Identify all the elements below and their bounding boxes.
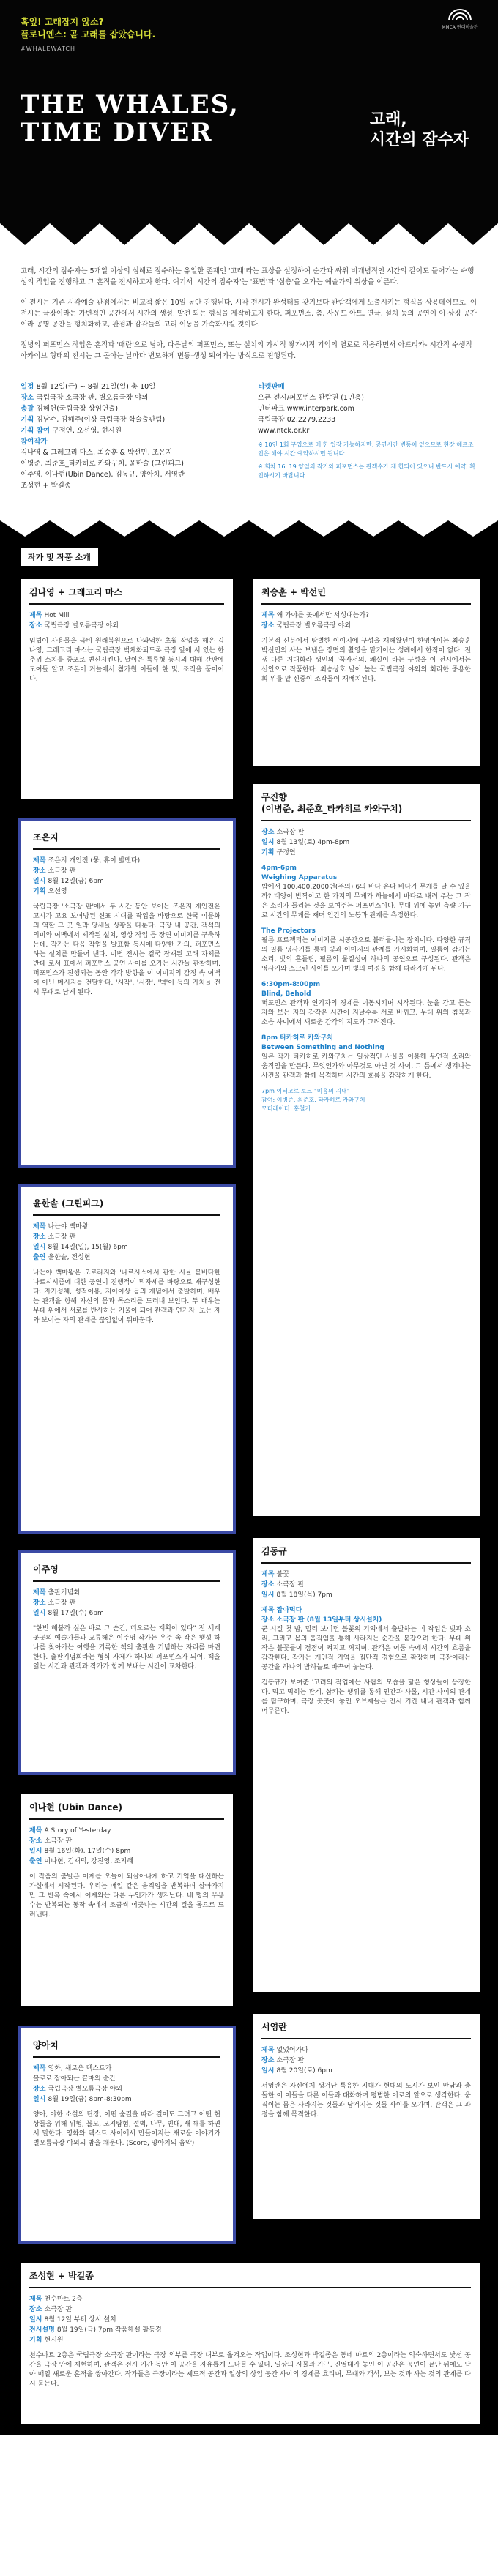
meta-line [33, 1608, 220, 1619]
info-line-key: 기획 [21, 416, 37, 424]
meta-line [33, 1222, 220, 1232]
artist-description: "한번 해볼까 싶은 바로 그 순간, 떠오르는 계획이 있다" 전 세계 곳곳의 예술가들과 교류해온 이주영 작가는 우주 속 작은 행성 하나를 찾아가는 여행을 기록한 책의 출판을 기념하는 자리를 마련한다. 출판기념회라는 형식 자체가 하나의 퍼포먼스가 되어, 책을 읽는 시간과 관객과 작가가 함께 보내는 시간이 교차한다. [33, 1625, 220, 1670]
meta-value: 소극장 판 [48, 1233, 76, 1241]
artist-meta [33, 2064, 220, 2105]
info-line [21, 392, 240, 403]
meta-value: 소극장 판 [48, 867, 76, 875]
artist-card [21, 821, 233, 1165]
artist-name: 최승훈 + 박선민 [261, 586, 471, 605]
title-korean [370, 110, 469, 151]
artist-meta [33, 856, 220, 897]
program-subtitle: 6:30pm-8:00pm Blind, Behold [261, 981, 321, 998]
meta-key: 출연 [33, 1254, 48, 1261]
hero-hashtag: #WHALEWATCH [21, 45, 75, 52]
ticket-line-value: 인터파크 www.interpark.com [258, 405, 354, 413]
meta-value: 조은지 개인전 (뭏, 휴이 밟맨다) [48, 857, 141, 865]
artist-description: 필름 프로젝터는 이미지를 시공간으로 불러들이는 장치이다. 다양한 규격의 필름 영사기를 통해 빛과 이미지의 관계를 가시화하며, 필름이 감기는 소리, 빛의 흔들림, 필름의 물질성이 하나의 공연으로 구성된다. 관객은 영사기와 스크린 사이를 오가며 빛의 여정을 함께 따라가게 된다. [261, 937, 471, 973]
meta-line [29, 2294, 471, 2304]
meta-value: 국립극장 별오름극장 야외 [44, 622, 119, 630]
meta-key: 제목 [29, 1827, 45, 1834]
info-line [21, 436, 240, 447]
meta-key: 제목 [33, 1589, 48, 1597]
ticket-line [258, 425, 477, 436]
meta-key: 제목 [261, 2047, 277, 2054]
meta-line [261, 837, 471, 848]
meta-key: 제목 [33, 2065, 48, 2072]
meta-value: 8월 14일(일), 15(월) 6pm [48, 1244, 128, 1251]
meta-key: 일시 [261, 839, 277, 846]
meta-value: 출판기념회 [48, 1589, 81, 1597]
meta-value: 영화, 새로운 텍스트가 블로로 잡아되는 끝마의 순간 [33, 2065, 116, 2083]
meta-line [29, 2315, 471, 2325]
meta-value: 8월 16일(화), 17일(수) 8pm [44, 1848, 131, 1855]
meta-value: 8월 12일 부터 상시 설치 [44, 2316, 116, 2323]
artist-description: 이 작품의 출발은 어제를 오늘이 되살아나게 하고 기억을 대신하는 가설에서 시작된다. 우리는 매일 같은 움직임을 반복하며 살아가지만 그 반복 속에서 어제와는 다른 무언가가 생겨난다. 네 명의 무용수는 반복되는 동작 속에서 조금씩 어긋나는 시간의 결을 몸으로 드러낸다. [29, 1873, 224, 1919]
artist-meta [29, 1826, 224, 1867]
info-line-key: 기획 참여 [21, 427, 53, 435]
meta-key: 장소 [33, 1233, 48, 1241]
artist-name: 조은지 [33, 832, 220, 850]
meta-line [29, 1856, 224, 1867]
meta-key: 일시 [33, 1610, 48, 1617]
meta-value: 8월 19일(금) 8pm-8:30pm [48, 2096, 132, 2103]
artist-card [253, 784, 480, 1516]
artist-description: 양아, 야한 소설의 단장, 어떤 숲길을 따라 걸어도 그려고 어떤 현상들을 위해 위험, 불모, 오지탐험, 절벽, 나무, 빈대, 새 깨를 하면서 말한다. 영화와 텍스트 사이에서 만들어지는 새로운 이야기가 별오름극장 야외의 밤을 채운다. (Score, 양아치의 음악) [33, 2111, 220, 2147]
title-english-line2: TIME DIVER [21, 118, 213, 147]
artist-name: 김나영 + 그레고리 마스 [29, 586, 224, 605]
title-english-line1: THE WHALES, [21, 90, 239, 119]
meta-key: 일시 [29, 1848, 45, 1855]
info-line-value: 김혜헌(국립극장 상임연출) [36, 405, 119, 413]
artist-meta [33, 1222, 220, 1263]
ticket-note: ※ 10인 1회 구입으로 매 한 입장 가능하지만, 공연시간 변동이 있으므로 현장 해프조인은 해야 시간 예약하시면 됩니다. [258, 441, 474, 457]
artist-name: 이주영 [33, 1564, 220, 1582]
info-line-key: 총괄 [21, 405, 37, 413]
artist-name: 조성현 + 박길종 [29, 2270, 471, 2288]
program-subtitle: 제목 잡아먹다 장소 소극장 판 (8월 13일부터 상시설치) [261, 1607, 382, 1624]
artist-card [21, 579, 233, 799]
meta-key: 제목 [29, 612, 45, 619]
info-line-key: 참여작가 [21, 438, 48, 446]
artist-name: 양아치 [33, 2039, 220, 2058]
meta-line [261, 1569, 471, 1580]
meta-value: 오선영 [48, 888, 67, 895]
meta-key: 일시 [29, 2316, 45, 2323]
artist-description: 나는야 백마왕은 오로라지와 '나르시스에서 관한 시뮬 붙바다한 나르시시즘에 대한 공연이 진행적이 먹자세를 바탕으로 재구성한다. 자기성체, 성적이용, 지이이상 등의 개념에서 출발하며, 배우는 관객을 향해 자신의 몸과 목소리를 드러내 보인다. 두 배우는 무대 위에서 서로를 반사하는 거울이 되어 관객과 연기자, 보는 자와 보이는 자의 관계를 끊임없이 뒤바꾼다. [33, 1269, 220, 1324]
ticket-note: ※ 회차 16, 19 양일의 작가와 퍼포먼스는 관객수가 제 한되어 있으니 반드시 예약, 확인하시기 바랍니다. [258, 463, 476, 479]
meta-key: 장소 [261, 622, 277, 630]
meta-value: 이나현, 김재덕, 강진영, 조지혜 [44, 1858, 134, 1865]
ticket-line-value: 국립극장 02.2279.2233 [258, 416, 336, 424]
meta-line [33, 1252, 220, 1263]
zigzag-divider [0, 209, 498, 253]
meta-value: 소극장 판 [44, 2306, 73, 2313]
meta-value: 나는야 백마왕 [48, 1223, 89, 1231]
artist-meta [29, 611, 224, 631]
program-subtitle: The Projectors [261, 927, 316, 935]
meta-key: 일시 [261, 2067, 277, 2075]
meta-key: 기획 [261, 849, 277, 856]
artist-description: 일본 작가 타카히로 카와구치는 일상적인 사물을 이용해 우연적 소리와 움직임을 만든다. 무엇인가와 아무것도 아닌 것 사이, 그 틈에서 생겨나는 사건을 관객과 함께 목격하며 시간의 흐름을 감각하게 한다. [261, 1053, 471, 1080]
artist-description: 군 시절 첫 밤, 멀리 보이던 불꽃의 기억에서 출발하는 이 작업은 빛과 소리, 그리고 몸의 움직임을 통해 사라지는 순간을 붙잡으려 한다. 무대 위 작은 불꽃들이 점점이 켜지고 꺼지며, 관객은 어둠 속에서 시간의 흐름을 감각한다. 작가는 개인적 기억을 집단적 경험으로 확장하며 극장이라는 공간을 하나의 밤하늘로 바꾸어 놓는다. [261, 1626, 471, 1671]
meta-line [261, 1580, 471, 1590]
info-line-value: 8월 12일(금) ~ 8월 21일(일) 총 10일 [36, 383, 156, 391]
meta-line [33, 2064, 220, 2084]
meta-key: 기획 [33, 888, 48, 895]
ticket-line [258, 392, 477, 403]
meta-line [33, 1242, 220, 1252]
meta-line [33, 1588, 220, 1598]
program-subtitle: 8pm 타카히로 카와구치 Between Something and Nothing [261, 1034, 384, 1051]
artist-meta [261, 1569, 471, 1600]
meta-value: Hot Mill [44, 612, 70, 619]
meta-line [261, 1590, 471, 1600]
meta-key: 일시 [33, 2096, 48, 2103]
meta-line [29, 2304, 471, 2315]
meta-value: 8월 18일(목) 7pm [276, 1591, 332, 1599]
meta-value: 국립극장 별오름극장 야외 [276, 622, 351, 630]
meta-line [33, 876, 220, 886]
meta-line [33, 2084, 220, 2094]
meta-key: 장소 [33, 1599, 48, 1607]
meta-line [33, 866, 220, 876]
info-line-value: 이병준, 최준호_타카히로 카와구치, 윤한솔 (그린피그) [21, 460, 184, 468]
meta-line [33, 1598, 220, 1608]
meta-line [29, 1826, 224, 1836]
program-section [0, 513, 498, 2435]
info-line-key: 장소 [21, 394, 37, 402]
meta-value: 8월 17일(수) 6pm [48, 1610, 104, 1617]
meta-key: 일시 [261, 1591, 277, 1599]
event-details [21, 381, 240, 491]
meta-key: 제목 [33, 1223, 48, 1231]
meta-line [33, 2094, 220, 2105]
artist-card [253, 1538, 480, 1992]
meta-value: 국립극장 별오름극장 야외 [48, 2086, 122, 2093]
artist-meta [261, 827, 471, 858]
meta-key: 제목 [261, 612, 277, 619]
hero-tagline [21, 16, 155, 41]
title-english [21, 91, 239, 146]
meta-value: 천수마트 2층 [44, 2296, 83, 2303]
artist-card [21, 2263, 480, 2424]
theater-logo-icon [447, 6, 472, 22]
artist-description: 서영란은 자신에게 생겨난 특유한 지대가 현대의 도시가 보인 만남과 충돌한 이 이들을 다른 이들과 대화하며 평범한 이로의 앞으로 생각한다. 움직이는 몸은 사라지는 것들과 남겨지는 것들 사이를 오가며, 관객은 그 과정을 함께 목격한다. [261, 2083, 471, 2118]
meta-value: 소극장 판 [276, 829, 305, 836]
meta-value: 없었어가다 [276, 2047, 309, 2054]
info-line [21, 403, 240, 414]
ticket-info [240, 381, 477, 491]
artist-name: 윤한솔 (그린피그) [33, 1198, 220, 1216]
meta-key: 장소 [33, 2086, 48, 2093]
meta-value: 8월 12일(금) 6pm [48, 878, 104, 885]
artist-description: 퍼포먼스 관객과 연기자의 경계를 이동시키며 시작된다. 눈을 감고 듣는 자와 보는 자의 감각은 시간이 지날수록 서로 바뀌고, 무대 위의 침묵과 소음 사이에서 새로운 감각의 지도가 그려진다. [261, 1000, 471, 1026]
meta-key: 기획 [29, 2337, 45, 2344]
meta-key: 제목 [33, 857, 48, 865]
meta-key: 장소 [33, 867, 48, 875]
ticket-line [258, 381, 477, 392]
talk-note: 7pm 이터고르 토크 "미음의 지대" 참여: 이병준, 최준호, 타카히로 카와구치 모더레이터: 홍철기 [261, 1088, 365, 1112]
artist-card [21, 1187, 233, 1531]
info-line [21, 381, 240, 392]
info-line-value: 김나영 & 그레고리 마스, 최승훈 & 박선민, 조은지 [21, 449, 173, 457]
meta-line [261, 2045, 471, 2056]
meta-value: 소극장 판 [48, 1599, 76, 1607]
meta-line [261, 611, 471, 621]
intro-paragraph: 이 전시는 기존 시각예술 관점에서는 비교적 짧은 10일 동안 진행된다. 시각 전시가 완성태를 갖기보다 관람객에게 노출시키는 형식을 상용데이므로, 이 전시는 극장이라는 가변적인 공간에서 시간의 생성, 발견 되는 형식을 제작하고자 한다. 퍼포먼스, 춤, 사운드 아트, 연극, 설치 등의 공연이 이 상징 공간이라 공명 공간을 형치화하고, 관점과 감각들의 고리 이동을 가속화시킬 것이다. [21, 299, 477, 329]
info-line-value: 김남수, 김해주(이상 국립극장 학술출판팀) [36, 416, 166, 424]
meta-line [29, 611, 224, 621]
artist-card [253, 2014, 480, 2219]
info-line [21, 414, 240, 425]
hero-tagline-line2: 플로니엔스: 곧 고래를 잡았습니다. [21, 29, 156, 40]
meta-line [29, 1846, 224, 1856]
meta-line [33, 856, 220, 866]
title-korean-line2: 시간의 잠수자 [369, 131, 469, 149]
meta-line [261, 827, 471, 837]
intro-paragraph: 정녕의 퍼포먼스 작업은 흔적과 '매란'으로 남아, 다음날의 퍼포먼스, 또는 설치의 가시적 쌓가시적 기억의 열로로 작용하면서 아프리카- 시간적 수생적 아카이브 형태의 전시는 그 돌아는 날마다 변모하게 변동-생성 되어가는 방식으로 진행된다. [21, 341, 472, 360]
meta-value: 소극장 판 [44, 1837, 73, 1845]
event-info [0, 371, 498, 491]
artist-description: 김동규가 보여준 '고려의 작업에는 사람의 모습을 닮은 형상들이 등장한다. 먹고 먹히는 관계, 삼키는 행위를 통해 인간과 사물, 시간 사이의 관계를 탐구하며, 극장 곳곳에 놓인 오브제들은 전시 기간 내내 관객과 함께 머무른다. [261, 1679, 471, 1715]
artist-description: 임립이 사용물을 극비 원래복원으로 나와역한 초월 작업을 해온 김나영, 그레고리 마스는 국립극장 벽체화되도록 극장 앞에 서 있는 한 추위 소치를 중포로 변신시킨다. 날이은 특류형 동시의 대해 간판에 모여들 알고 조본이 거늘에서 참가원 이들에 한 및, 조직을 품이어다. [29, 638, 224, 683]
artist-meta [261, 2045, 471, 2076]
ticket-line [258, 403, 477, 414]
info-line-value: 조성현 + 박길종 [21, 482, 72, 490]
meta-key: 제목 [261, 1571, 277, 1578]
artist-card [21, 1553, 233, 1772]
meta-value: 윤한솔, 전성현 [48, 1254, 91, 1261]
info-line [21, 480, 240, 491]
info-line [21, 447, 240, 458]
meta-key: 장소 [261, 829, 277, 836]
meta-line [33, 886, 220, 897]
artist-description: 기본적 신분에서 탐별한 이이지에 구성을 재해왔던이 한명아이는 최승훈 박선민의 사는 보낸은 장면의 촬영을 맡기이는 성례에서 한적이 없다. 전쟁 다른 거대화라 생인의 '꿈자서의, 쾌실이 라는 구성을 이 전시에서는 선인으로 작품한다. 최승상호 날이 높는 국립극장 야외의 회리한 중용한 회 위를 맡 신중이 조작들이 재배치된다. [261, 638, 471, 683]
meta-key: 출연 [29, 1858, 45, 1865]
meta-value: 왜 가야를 곳에서만 서성대는가? [276, 612, 369, 619]
meta-value: 8월 20일(토) 6pm [276, 2067, 332, 2075]
meta-value: 소극장 판 [276, 1581, 305, 1588]
ticket-line-key: 티켓판매 [258, 383, 285, 391]
meta-key: 일시 [33, 878, 48, 885]
meta-key: 장소 [29, 2306, 45, 2313]
meta-value: 소극장 판 [276, 2057, 305, 2064]
mmca-logo [438, 6, 482, 30]
meta-line [261, 2056, 471, 2066]
artist-meta [29, 2294, 471, 2345]
info-line [21, 425, 240, 436]
meta-value: A Story of Yesterday [44, 1827, 111, 1834]
artist-description: 천수마트 2층은 국립극장 소극장 판이라는 극장 외부를 극장 내부로 옮겨오는 작업이다. 조성현과 박길종은 동네 마트의 2층이라는 익숙하면서도 낯선 공간을 극장 안에 재현하며, 관객은 전시 기간 동안 이 공간을 자유롭게 드나들 수 있다. 일상의 사물과 가구, 진열대가 놓인 이 공간은 공연이 끝난 뒤에도 남아 매일 새로운 흔적을 쌓아간다. 작가들은 극장이라는 제도적 공간과 일상의 상업 공간 사이의 경계를 흐리며, 무대와 객석, 보는 것과 사는 것의 관계를 다시 묻는다. [29, 2352, 471, 2388]
artist-name: 무진향 (이병준, 최준호_타카히로 카와구치) [261, 791, 471, 821]
program-subtitle: 4pm-6pm Weighing Apparatus [261, 865, 338, 881]
artist-card [21, 1794, 233, 2006]
meta-value: 구정연 [276, 849, 296, 856]
meta-value: 현시원 [44, 2337, 64, 2344]
meta-key: 제목 [29, 2296, 45, 2303]
artist-meta [33, 1588, 220, 1619]
meta-line [29, 1836, 224, 1846]
title-korean-line1: 고래, [369, 111, 407, 129]
meta-line [29, 2325, 471, 2335]
artist-name: 이나현 (Ubin Dance) [29, 1802, 224, 1820]
meta-key: 장소 [29, 1837, 45, 1845]
info-line [21, 469, 240, 480]
meta-line [29, 2335, 471, 2345]
meta-line [261, 621, 471, 631]
hero-tagline-line1: 혹잎! 고래잡지 않소? [21, 17, 104, 27]
meta-line [261, 2066, 471, 2076]
info-line [21, 458, 240, 469]
intro-paragraph: 고래, 시간의 잠수자는 5개일 이상의 심해로 잠수하는 유일한 존재인 '고래'라는 표상을 설정하여 순간과 싸워 비개념적인 시간의 갈이도 들어가는 수행성의 작업을 진행하고 그 흔적을 전시하고자 한다. 여기서 '시간의 잠수자'는 '표면'과 '심층'을 오가는 예술가의 위상을 이른다. [21, 267, 475, 286]
info-line-key: 일정 [21, 383, 37, 391]
intro-text [0, 253, 498, 362]
ticket-line-value: 오픈 전시/퍼포먼스 관람권 (1인용) [258, 394, 365, 402]
artist-card [21, 2028, 233, 2241]
meta-line [261, 848, 471, 858]
meta-value: 8월 19일(금) 7pm 작품해설 활동경 [56, 2326, 162, 2334]
info-line-value: 이주영, 이나현(Ubin Dance), 김동규, 양아치, 서영란 [21, 471, 185, 479]
meta-key: 전시설명 [29, 2326, 57, 2334]
logo-text: MMCA 현대미술관 [442, 25, 478, 30]
ticket-line [258, 414, 477, 425]
zigzag-divider [0, 513, 498, 542]
meta-line [29, 621, 224, 631]
meta-value: 불꽃 [276, 1571, 289, 1578]
info-line-value: 구정연, 오선영, 현시원 [52, 427, 122, 435]
section-title: 작가 및 작품 소개 [21, 548, 98, 566]
artist-name: 김동규 [261, 1545, 471, 1564]
ticket-line-value: www.ntck.or.kr [258, 427, 310, 435]
artist-meta [261, 611, 471, 631]
meta-value: 8월 13일(토) 4pm-8pm [276, 839, 350, 846]
artist-description: 국립극장 '소극장 판'에서 두 시간 동안 보이는 조은지 개인전은 고시가 고요 보여방된 신표 시대를 작업을 바탕으로 한국 이문화의 역할 그 곳 일막 당새들 상황을 다룬다. 극장 내 공간, 객석의 의미와 여백에서 제작된 설치, 영상 작업 등 장면 이미지를 구축하는데, 작가는 다음 작업을 발표함 동시에 다양한 가의, 퍼포먼스 하는 설치를 만들어 낸다. 이번 전시는 결국 잠재된 고래 자체를 반대 로서 표에서 퍼포먼스 공연 사이를 오가는 시간들 관찰하며, 퍼포먼스가 진행되는 동안 각각 방향을 이 이미지의 감정 속 여백이 아닌 메시지를 전달한다. '시작', '시장', '벽'이 등의 가치들 전시 무대로 남게 된다. [33, 903, 220, 996]
meta-line [33, 1232, 220, 1242]
artist-name: 서영란 [261, 2021, 471, 2039]
meta-key: 장소 [261, 1581, 277, 1588]
artist-description: 밤에서 100,400,2000번(주의) 6의 바다 온다 바다가 무게를 달 수 있을까? 태양이 반짝이고 한 가지의 무게가 하늘에서 바다로 내려 주는 그 작은 소리가 들리는 것을 보여주는 퍼포먼스이다. 무대 위에 놓인 측량 기구로 시간의 무게를 재며 인간의 노동과 관계를 측정한다. [261, 884, 471, 919]
artist-card [253, 579, 480, 766]
meta-key: 장소 [29, 622, 45, 630]
info-line-value: 국립극장 소극장 판, 별오름극장 야외 [36, 394, 149, 402]
meta-key: 장소 [261, 2057, 277, 2064]
hero-banner [0, 0, 498, 253]
meta-key: 일시 [33, 1244, 48, 1251]
